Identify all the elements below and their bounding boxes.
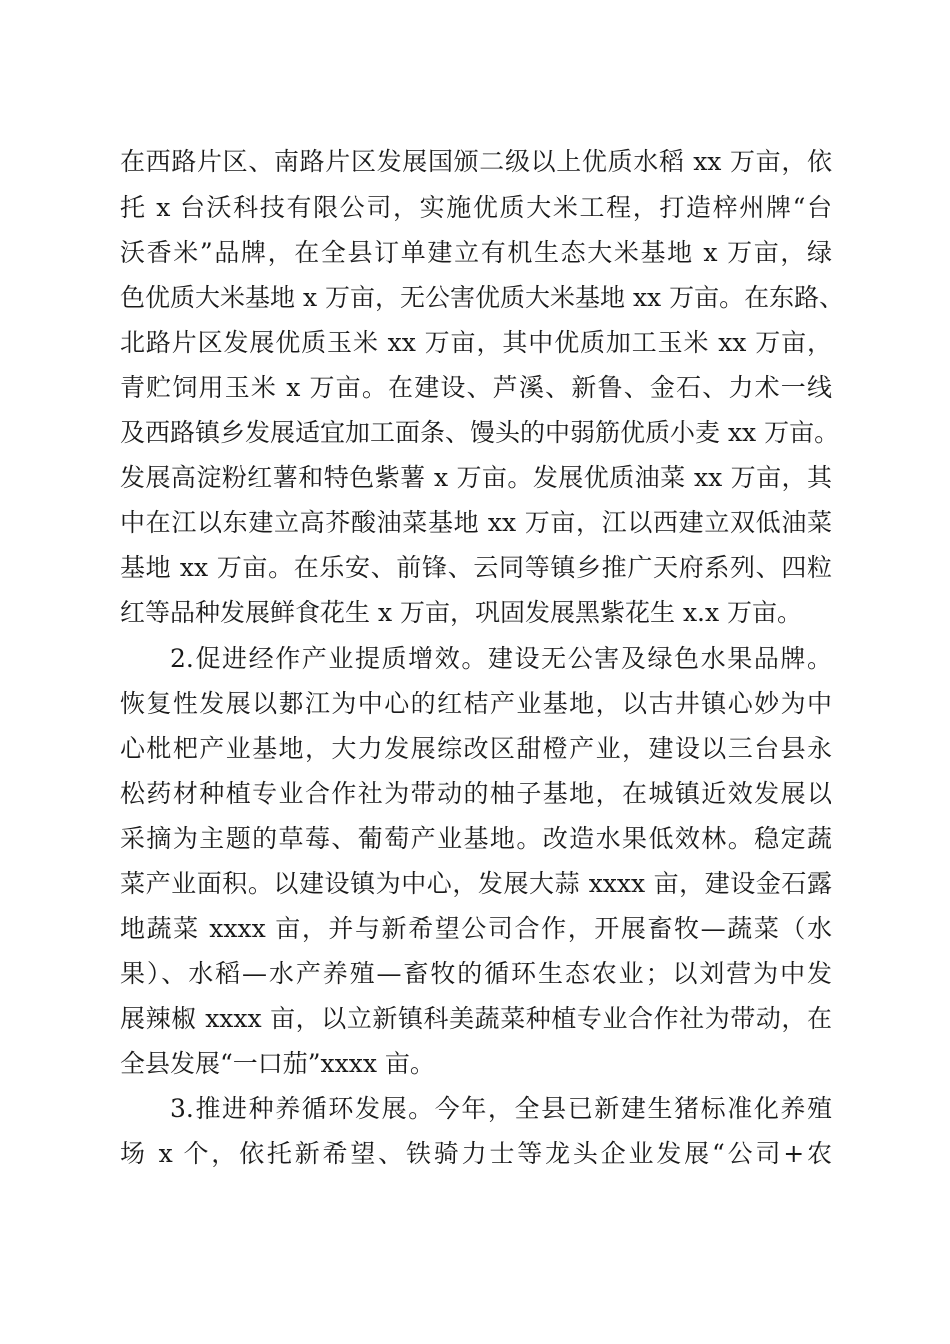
text-line: 全县发展“一口茄”xxxx 亩。: [120, 1049, 435, 1078]
text-line: 菜产业面积。以建设镇为中心，发展大蒜 xxxx 亩，建设金石露: [120, 869, 832, 898]
text-line: 展辣椒 xxxx 亩，以立新镇科美蔬菜种植专业合作社为带动，在: [120, 1004, 832, 1033]
text-line: 发展高淀粉红薯和特色紫薯 x 万亩。发展优质油菜 xx 万亩，其: [120, 463, 832, 492]
text-line: 色优质大米基地 x 万亩，无公害优质大米基地 xx 万亩。在东路、: [120, 283, 845, 312]
paragraph-3-heading-line: 3.推进种养循环发展。今年，全县已新建生猪标准化养殖: [170, 1094, 832, 1123]
text-line: 场 x 个，依托新希望、铁骑力士等龙头企业发展“公司+农: [120, 1139, 832, 1168]
text-line: 青贮饲用玉米 x 万亩。在建设、芦溪、新鲁、金石、力术一线: [120, 373, 832, 402]
text-line: 在西路片区、南路片区发展国颁二级以上优质水稻 xx 万亩，依: [120, 147, 832, 176]
text-line: 果）、水稻—水产养殖—畜牧的循环生态农业；以刘营为中发: [120, 959, 832, 988]
text-line: 红等品种发展鲜食花生 x 万亩，巩固发展黑紫花生 x.x 万亩。: [120, 598, 803, 627]
text-line: 恢复性发展以郪江为中心的红桔产业基地，以古井镇心妙为中: [120, 689, 832, 718]
text-line: 托 x 台沃科技有限公司，实施优质大米工程，打造梓州牌“台: [120, 193, 832, 222]
text-line: 松药材种植专业合作社为带动的柚子基地，在城镇近效发展以: [120, 779, 832, 808]
text-line: 北路片区发展优质玉米 xx 万亩，其中优质加工玉米 xx 万亩，: [120, 328, 832, 357]
text-line: 及西路镇乡发展适宜加工面条、馒头的中弱筋优质小麦 xx 万亩。: [120, 418, 840, 447]
text-line: 沃香米”品牌，在全县订单建立有机生态大米基地 x 万亩，绿: [120, 238, 832, 267]
text-line: 地蔬菜 xxxx 亩，并与新希望公司合作，开展畜牧—蔬菜（水: [120, 914, 832, 943]
text-line: 心枇杷产业基地，大力发展综改区甜橙产业，建设以三台县永: [120, 734, 832, 763]
text-line: 采摘为主题的草莓、葡萄产业基地。改造水果低效林。稳定蔬: [120, 824, 832, 853]
text-line: 基地 xx 万亩。在乐安、前锋、云同等镇乡推广天府系列、四粒: [120, 553, 832, 582]
text-line: 中在江以东建立高芥酸油菜基地 xx 万亩，江以西建立双低油菜: [120, 508, 832, 537]
paragraph-2-heading-line: 2.促进经作产业提质增效。建设无公害及绿色水果品牌。: [170, 644, 832, 673]
